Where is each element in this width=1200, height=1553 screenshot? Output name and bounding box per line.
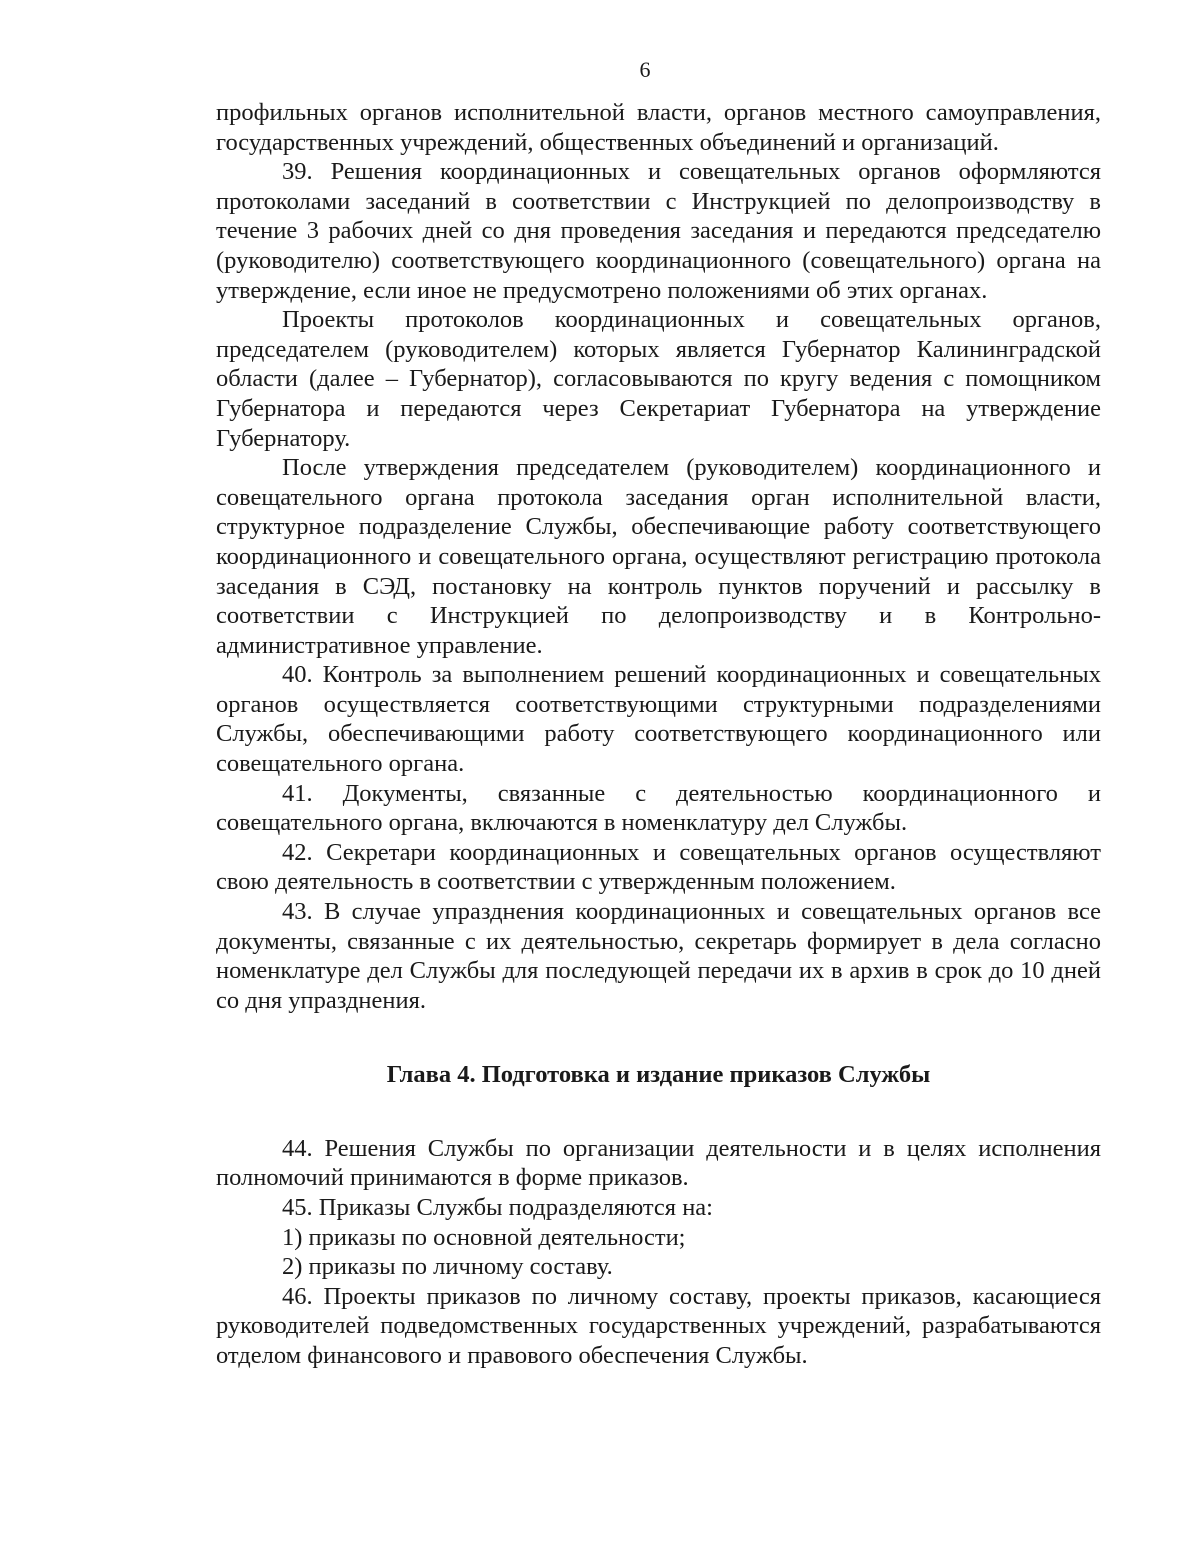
paragraph-46: 46. Проекты приказов по личному составу, проекты приказов, касающиеся руководителей подведомственных государственных учреждений, разрабатываются отделом финансового и правового обеспечения Службы. <box>216 1282 1101 1369</box>
document-body <box>216 98 1101 1371</box>
paragraph-39: 39. Решения координационных и совещательных органов оформляются протоколами заседаний в соответствии с Инструкцией по делопроизводству в течение 3 рабочих дней со дня проведения заседания и передаются председателю (руководителю) соответствующего координационного (совещательного) органа на утверждение, если иное не предусмотрено положениями об этих органах. <box>216 158 1101 304</box>
paragraph-44: 44. Решения Службы по организации деятельности и в целях исполнения полномочий принимаются в форме приказов. <box>216 1134 1101 1192</box>
list-item-1: 1) приказы по основной деятельности; <box>282 1223 686 1251</box>
paragraph-41: 41. Документы, связанные с деятельностью координационного и совещательного органа, включаются в номенклатуру дел Службы. <box>216 779 1101 837</box>
page-number: 6 <box>639 57 651 82</box>
paragraph-40: 40. Контроль за выполнением решений координационных и совещательных органов осуществляется соответствующими структурными подразделениями Службы, обеспечивающими работу соответствующего координационного или совещательного органа. <box>216 661 1101 778</box>
paragraph-45: 45. Приказы Службы подразделяются на: <box>282 1193 713 1221</box>
paragraph-continuation: профильных органов исполнительной власти, органов местного самоуправления, государственных учреждений, общественных объединений и организаций. <box>216 99 1101 156</box>
paragraph-after-approval: После утверждения председателем (руководителем) координационного и совещательного органа протокола заседания орган исполнительной власти, структурное подразделение Службы, обеспечивающие работу соответствующего координационного и совещательного органа, осуществляют регистрацию протокола заседания в СЭД, постановку на контроль пунктов поручений и рассылку в соответствии с Инструкцией по делопроизводству и в Контрольно-административное управление. <box>216 454 1101 659</box>
chapter-title: Глава 4. Подготовка и издание приказов Службы <box>386 1061 931 1088</box>
paragraph-42: 42. Секретари координационных и совещательных органов осуществляют свою деятельность в соответствии с утвержденным положением. <box>216 838 1101 896</box>
list-item-2: 2) приказы по личному составу. <box>282 1253 613 1281</box>
paragraph-43: 43. В случае упразднения координационных и совещательных органов все документы, связанные с их деятельностью, секретарь формирует в дела согласно номенклатуре дел Службы для последующей передачи их в архив в срок до 10 дней со дня упразднения. <box>216 898 1101 1014</box>
paragraph-protocol-drafts: Проекты протоколов координационных и совещательных органов, председателем (руководителем) которых является Губернатор Калининградской области (далее – Губернатор), согласовываются по кругу ведения с помощником Губернатора и передаются через Секретариат Губернатора на утверждение Губернатору. <box>216 306 1101 452</box>
